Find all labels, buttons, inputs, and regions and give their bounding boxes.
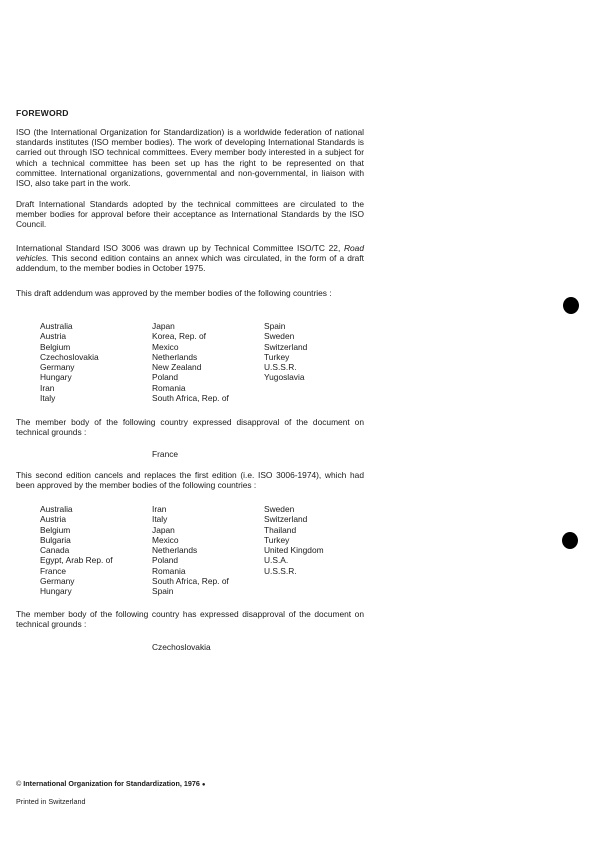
country-name: Belgium <box>40 524 71 535</box>
para3-italic: Road vehicles. <box>16 243 364 264</box>
paragraph-iso-intro: ISO (the International Organization for Standardization) is a worldwide federation of national standards institutes (ISO member bodies). The work of developing International Standards is carried out through ISO technical committees. Every member body interested in a subject for which a technical committee has been set up has the right to be represented on that committee. International organizations, governmental and non-governmental, in liaison with ISO, also take part in the work. <box>16 127 364 189</box>
disapproval-country-2: Czechoslovakia <box>152 642 211 652</box>
paragraph-drawn-up <box>16 243 364 274</box>
country-name: Belgium <box>40 341 71 352</box>
approved2-col3 <box>264 504 324 576</box>
country-name: Switzerland <box>264 514 308 525</box>
foreword-heading: FOREWORD <box>16 108 69 118</box>
country-name: Korea, Rep. of <box>152 331 207 342</box>
printed-in: Printed in Switzerland <box>16 797 86 806</box>
country-name: Japan <box>152 524 175 535</box>
country-name: Australia <box>40 321 73 331</box>
country-name: Canada <box>40 545 70 556</box>
country-name: Germany <box>40 576 75 587</box>
copyright-text: International Organization for Standardization, 1976 <box>23 779 200 788</box>
country-name: Romania <box>152 565 186 576</box>
para3-pre: International Standard ISO 3006 was drawn up by Technical Committee ISO/TC 22, <box>16 243 344 253</box>
country-name: South Africa, Rep. of <box>152 576 229 587</box>
country-name: Turkey <box>264 351 290 362</box>
country-name: South Africa, Rep. of <box>152 393 229 404</box>
country-name: Spain <box>152 586 174 597</box>
country-name: Italy <box>152 514 168 525</box>
country-name: Hungary <box>40 372 72 383</box>
country-name: Switzerland <box>264 341 308 352</box>
paragraph-second-edition: This second edition cancels and replaces the first edition (i.e. ISO 3006-1974), which had been approved by the member bodies of the following countries : <box>16 470 364 491</box>
punch-hole-bottom-icon <box>562 532 578 549</box>
country-name: Iran <box>40 382 55 393</box>
country-name: Romania <box>152 382 186 393</box>
country-name: Iran <box>152 504 167 514</box>
country-name: Australia <box>40 504 73 514</box>
paragraph-disapproval-2: The member body of the following country has expressed disapproval of the document on technical grounds : <box>16 609 364 630</box>
country-name: Turkey <box>264 534 290 545</box>
country-name: Thailand <box>264 524 297 535</box>
paragraph-draft-standards: Draft International Standards adopted by the technical committees are circulated to the member bodies for approval before their acceptance as International Standards by the ISO Council. <box>16 199 364 230</box>
disapproval-country-1: France <box>152 449 179 459</box>
approved1-col2 <box>152 321 229 403</box>
approved2-col1 <box>40 504 113 597</box>
copyright-line <box>16 779 205 788</box>
country-name: United Kingdom <box>264 545 324 556</box>
punch-hole-top-icon <box>563 297 579 314</box>
copyright-bullet: ● <box>201 782 206 788</box>
country-name: Sweden <box>264 331 295 342</box>
copyright-symbol: © <box>16 779 22 788</box>
country-name: Mexico <box>152 341 179 352</box>
country-name: U.S.S.R. <box>264 565 297 576</box>
country-name: Italy <box>40 393 56 404</box>
approved1-col1 <box>40 321 99 403</box>
country-name: Yugoslavia <box>264 372 305 383</box>
country-name: Mexico <box>152 534 179 545</box>
paragraph-draft-addendum: This draft addendum was approved by the member bodies of the following countries : <box>16 288 332 298</box>
country-name: Czechoslovakia <box>40 351 99 362</box>
country-name: Poland <box>152 372 179 383</box>
country-name: New Zealand <box>152 362 202 373</box>
country-name: Bulgaria <box>40 534 71 545</box>
country-name: Hungary <box>40 586 72 597</box>
approved2-col2 <box>152 504 229 597</box>
country-name: Poland <box>152 555 179 566</box>
country-name: Germany <box>40 362 75 373</box>
country-name: Austria <box>40 331 67 342</box>
country-name: Japan <box>152 321 175 331</box>
country-name: Egypt, Arab Rep. of <box>40 555 113 566</box>
country-name: U.S.A. <box>264 555 289 566</box>
country-name: Sweden <box>264 504 295 514</box>
approved1-col3 <box>264 321 307 383</box>
para3-post: This second edition contains an annex which was circulated, in the form of a draft addendum, to the member bodies in October 1975. <box>16 253 364 274</box>
country-name: Spain <box>264 321 286 331</box>
country-name: U.S.S.R. <box>264 362 297 373</box>
country-name: Austria <box>40 514 67 525</box>
country-name: France <box>40 565 67 576</box>
paragraph-disapproval-1: The member body of the following country expressed disapproval of the document on technical grounds : <box>16 417 364 438</box>
country-name: Netherlands <box>152 545 198 556</box>
country-name: Netherlands <box>152 351 198 362</box>
